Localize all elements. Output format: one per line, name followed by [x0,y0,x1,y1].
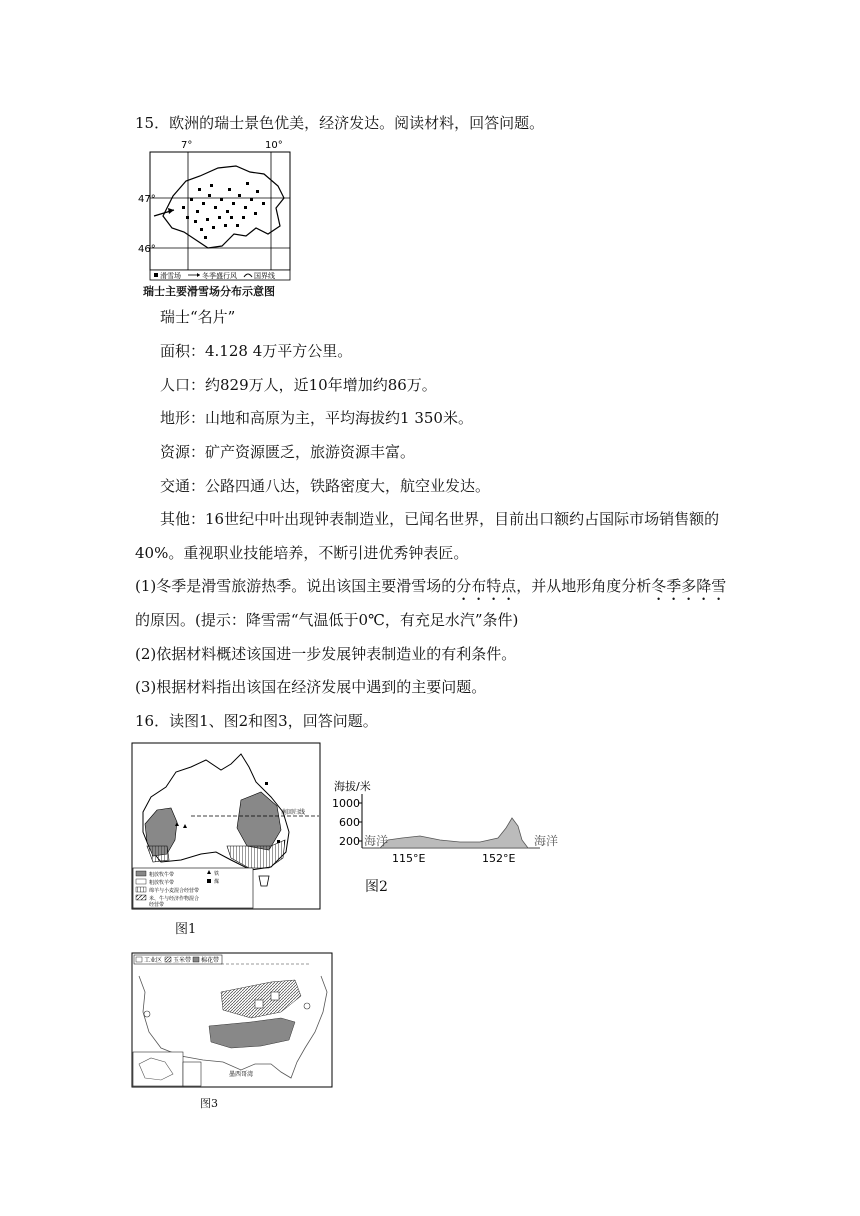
legend-resort: 滑雪场 [160,272,181,280]
gulf-label: 墨西哥湾 [229,1071,254,1078]
legend-corn: 玉米带 [173,957,192,964]
x-tick-152e: 152°E [482,852,516,865]
card-resources: 资源：矿产资源匮乏，旅游资源丰富。 [160,443,416,461]
figure-1-caption: 图1 [175,922,197,937]
switzerland-ski-map [138,136,298,296]
legend-border: 国界线 [254,272,275,280]
legend-mixed-2: 经营带 [149,902,165,908]
q15-sub3: (3)根据材料指出该国在经济发展中遇到的主要问题。 [135,678,487,696]
legend-wind: 冬季盛行风 [202,272,237,280]
q15-sub1-line2: 的原因。(提示：降雪需“气温低于0℃，有充足水汽”条件) [135,611,519,629]
figure-3-usa-map [131,952,333,1088]
q15-stem: 15．欧洲的瑞士景色优美，经济发达。阅读材料，回答问题。 [135,114,545,132]
card-title: 瑞士“名片” [160,308,236,326]
x-tick-115e: 115°E [392,852,426,865]
card-other-line2: 40%。重视职业技能培养，不断引进优秀钟表匠。 [135,544,469,562]
y-axis-label: 海拔/米 [334,780,371,793]
figure-2-elevation-profile [330,778,560,870]
card-area: 面积：4.128 4万平方公里。 [160,342,353,360]
right-end-label: 海洋 [534,834,559,848]
lon-label-7: 7° [181,140,193,151]
left-end-label: 海洋 [364,834,389,848]
tropic-label: 南回归线 [281,809,306,816]
legend-wheat-sheep: 绵羊与小麦混合经营带 [149,888,200,894]
lat-label-46: 46° [138,244,156,255]
legend-mixed: 米、牛与经济作物混合 [149,896,200,902]
y-tick-1000: 1000 [332,797,360,810]
lat-label-47: 47° [138,194,156,205]
q16-stem: 16．读图1、图2和图3，回答问题。 [135,712,378,730]
lon-label-10: 10° [265,140,283,151]
figure-2-caption: 图2 [365,879,388,895]
switzerland-map-caption: 瑞士主要滑雪场分布示意图 [143,285,275,298]
legend-iron: 铁 [214,871,220,877]
legend-coal: 煤 [214,879,220,885]
q15-sub1-line1: (1)冬季是滑雪旅游热季。说出该国主要滑雪场的分布特点，并从地形角度分析冬季多降雪 [135,577,727,595]
emphasis-distribution: 分布特点 [456,577,517,595]
y-tick-200: 200 [339,835,360,848]
q15-sub2: (2)依据材料概述该国进一步发展钟表制造业的有利条件。 [135,645,517,663]
emphasis-snowfall: 冬季多降雪 [651,577,727,595]
card-terrain: 地形：山地和高原为主，平均海拔约1 350米。 [160,409,473,427]
card-transport: 交通：公路四通八达，铁路密度大，航空业发达。 [160,477,491,495]
tasmania [259,876,269,886]
y-tick-600: 600 [339,816,360,829]
legend-sheep: 粗放牧羊带 [149,880,175,886]
legend-cattle: 粗放牧牛带 [149,872,175,878]
terrain-profile [380,818,528,848]
figure-1-australia-map [131,742,321,910]
card-population: 人口：约829万人，近10年增加约86万。 [160,376,437,394]
legend-cotton: 棉花带 [201,957,220,964]
figure-3-caption: 图3 [200,1097,218,1110]
card-other-line1: 其他：16世纪中叶出现钟表制造业，已闻名世界，目前出口额约占国际市场销售额的 [160,510,720,528]
legend-industrial: 工业区 [144,957,163,964]
